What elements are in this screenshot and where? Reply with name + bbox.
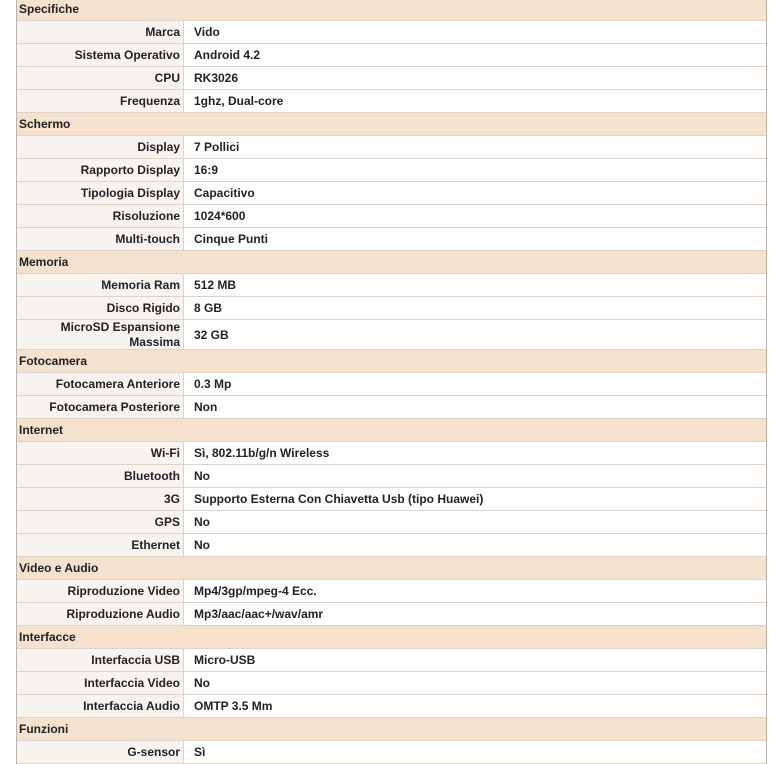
- spec-value: Non: [184, 396, 766, 418]
- spec-label: Risoluzione: [17, 205, 184, 227]
- spec-label: Fotocamera Anteriore: [17, 373, 184, 395]
- spec-row-interfaccia-usb: [17, 649, 766, 672]
- spec-label: G-sensor: [17, 741, 184, 763]
- spec-value: Vido: [184, 21, 766, 43]
- spec-row-3g: [17, 488, 766, 511]
- spec-row-interfaccia-video: [17, 672, 766, 695]
- spec-row-interfaccia-audio: [17, 695, 766, 718]
- spec-row-memoria-ram: [17, 274, 766, 297]
- section-header-internet: Internet: [17, 419, 766, 442]
- spec-label: Interfaccia USB: [17, 649, 184, 671]
- spec-label: Interfaccia Video: [17, 672, 184, 694]
- spec-value: RK3026: [184, 67, 766, 89]
- spec-label: Wi-Fi: [17, 442, 184, 464]
- spec-value: 16:9: [184, 159, 766, 181]
- spec-row-ethernet: [17, 534, 766, 557]
- spec-row-multi-touch: [17, 228, 766, 251]
- section-header-fotocamera: Fotocamera: [17, 350, 766, 373]
- spec-value: OMTP 3.5 Mm: [184, 695, 766, 717]
- spec-row-g-sensor: [17, 741, 766, 764]
- spec-value: Android 4.2: [184, 44, 766, 66]
- spec-row-riproduzione-video: [17, 580, 766, 603]
- section-header-interfacce: Interfacce: [17, 626, 766, 649]
- spec-value: No: [184, 465, 766, 487]
- spec-row-display: [17, 136, 766, 159]
- spec-label: Disco Rigido: [17, 297, 184, 319]
- spec-value: 7 Pollici: [184, 136, 766, 158]
- section-header-schermo: Schermo: [17, 113, 766, 136]
- spec-row-tipologia-display: [17, 182, 766, 205]
- section-header-memoria: Memoria: [17, 251, 766, 274]
- spec-value: No: [184, 534, 766, 556]
- spec-label: Interfaccia Audio: [17, 695, 184, 717]
- spec-value: Cinque Punti: [184, 228, 766, 250]
- spec-value: No: [184, 672, 766, 694]
- spec-row-frequenza: [17, 90, 766, 113]
- spec-row-fotocamera-anteriore: [17, 373, 766, 396]
- spec-row-gps: [17, 511, 766, 534]
- section-header-funzioni: Funzioni: [17, 718, 766, 741]
- section-header-specifiche: Specifiche: [17, 0, 766, 21]
- spec-row-wi-fi: [17, 442, 766, 465]
- spec-label: GPS: [17, 511, 184, 533]
- spec-row-riproduzione-audio: [17, 603, 766, 626]
- spec-label: 3G: [17, 488, 184, 510]
- spec-label: Frequenza: [17, 90, 184, 112]
- spec-label: Display: [17, 136, 184, 158]
- spec-row-sistema-operativo: [17, 44, 766, 67]
- spec-row-microsd-espansione-massima: [17, 320, 766, 350]
- spec-label: Bluetooth: [17, 465, 184, 487]
- spec-row-fotocamera-posteriore: [17, 396, 766, 419]
- spec-row-risoluzione: [17, 205, 766, 228]
- spec-label: Fotocamera Posteriore: [17, 396, 184, 418]
- spec-value: Supporto Esterna Con Chiavetta Usb (tipo Huawei): [184, 488, 766, 510]
- spec-label: Ethernet: [17, 534, 184, 556]
- spec-row-bluetooth: [17, 465, 766, 488]
- spec-value: Mp3/aac/aac+/wav/amr: [184, 603, 766, 625]
- spec-label: MicroSD Espansione Massima: [17, 320, 184, 349]
- spec-label: CPU: [17, 67, 184, 89]
- spec-value: 1ghz, Dual-core: [184, 90, 766, 112]
- spec-label: Sistema Operativo: [17, 44, 184, 66]
- spec-value: Capacitivo: [184, 182, 766, 204]
- spec-table: [16, 0, 767, 764]
- spec-label: Multi-touch: [17, 228, 184, 250]
- spec-value: No: [184, 511, 766, 533]
- spec-row-cpu: [17, 67, 766, 90]
- spec-value: Sì, 802.11b/g/n Wireless: [184, 442, 766, 464]
- spec-label: Marca: [17, 21, 184, 43]
- spec-value: 512 MB: [184, 274, 766, 296]
- spec-label: Riproduzione Video: [17, 580, 184, 602]
- spec-value: 32 GB: [184, 320, 766, 349]
- spec-value: 0.3 Mp: [184, 373, 766, 395]
- spec-value: 8 GB: [184, 297, 766, 319]
- spec-label: Tipologia Display: [17, 182, 184, 204]
- spec-label: Memoria Ram: [17, 274, 184, 296]
- spec-label: Rapporto Display: [17, 159, 184, 181]
- spec-value: 1024*600: [184, 205, 766, 227]
- spec-value: Micro-USB: [184, 649, 766, 671]
- section-header-video-e-audio: Video e Audio: [17, 557, 766, 580]
- spec-row-rapporto-display: [17, 159, 766, 182]
- spec-value: Sì: [184, 741, 766, 763]
- spec-row-disco-rigido: [17, 297, 766, 320]
- spec-label: Riproduzione Audio: [17, 603, 184, 625]
- spec-value: Mp4/3gp/mpeg-4 Ecc.: [184, 580, 766, 602]
- spec-row-marca: [17, 21, 766, 44]
